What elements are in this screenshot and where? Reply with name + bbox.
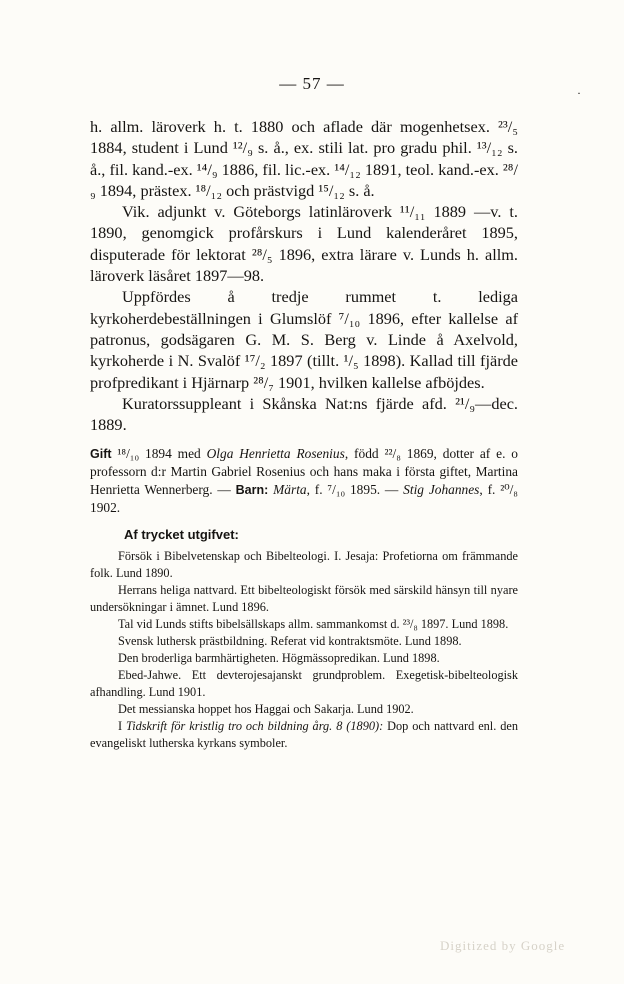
child2-name: Stig Johannes bbox=[403, 482, 480, 498]
paragraph-education: h. allm. läroverk h. t. 1880 och aflade där mogenhetsex. ²³/₅ 1884, student i Lund ¹²/₉ s. å., ex. stili lat. pro gradu phil. ¹³/₁₂ s. å., fil. kand.-ex. ¹⁴/₉ 1886, fil. lic.-ex. ¹⁴/₁₂ 1891, teol. kand.-ex. ²⁸/₉ 1894, prästex. ¹⁸/₁₂ och prästvigd ¹⁵/₁₂ s. å. bbox=[90, 117, 518, 200]
work-item-journal bbox=[90, 718, 518, 752]
child2-text: , f. ²⁰/₈ 1902. bbox=[90, 482, 518, 516]
works-heading: Af trycket utgifvet: bbox=[124, 527, 239, 543]
journal-prefix: I bbox=[118, 719, 127, 734]
work-item: Herrans heliga nattvard. Ett bibelteologiskt försök med särskild hänsyn till nyare undersökningar i ämnet. Lund 1896. bbox=[90, 583, 518, 615]
page-text bbox=[90, 116, 518, 752]
child1-name: Märta bbox=[273, 482, 307, 498]
barn-label: Barn: bbox=[235, 483, 269, 498]
paragraph-appointments: Uppfördes å tredje rummet t. lediga kyrkoherdebeställningen i Glumslöf ⁷/₁₀ 1896, efter kallelse af patronus, godsägaren G. M. S. Berg v. Linde å Axelvold, kyrkoherde i N. Svalöf ¹⁷/₂ 1897 (tillt. ¹/₅ 1898). Kallad till fjärde profpredikant i Hjärnarp ²⁸/₇ 1901, hvilken kallelse afböjdes. bbox=[90, 287, 518, 392]
work-item: Tal vid Lunds stifts bibelsällskaps allm. sammankomst d. ²³/₈ 1897. Lund 1898. bbox=[118, 617, 509, 632]
spouse-name: Olga Henrietta Rosenius bbox=[206, 446, 345, 462]
work-item: Svensk luthersk prästbildning. Referat vid kontraktsmöte. Lund 1898. bbox=[118, 634, 462, 649]
gift-label: Gift bbox=[90, 447, 112, 462]
work-item: Den broderliga barmhärtigheten. Högmässopredikan. Lund 1898. bbox=[118, 651, 440, 666]
journal-article: Dop och nattvard enl. den evangeliskt lutherska kyrkans symboler. bbox=[90, 719, 518, 751]
paragraph-curator: Kuratorssuppleant i Skånska Nat:ns fjärde afd. ²¹/₉—dec. 1889. bbox=[90, 393, 518, 435]
work-item: Ebed-Jahwe. Ett devterojesajanskt grundproblem. Exegetisk-bibelteologisk afhandling. Lund 1901. bbox=[90, 668, 518, 700]
journal-title: Tidskrift för kristlig tro och bildning årg. 8 (1890): bbox=[126, 719, 384, 734]
gift-text-2: , född ²²/₈ 1869, dotter af e. o professorn d:r Martin Gabriel Rosenius och hans maka i första giftet, Martina Henrietta Wennerberg. — bbox=[90, 446, 518, 498]
child1-text: , f. ⁷/₁₀ 1895. — bbox=[306, 482, 404, 498]
gift-text-1: ¹⁸/₁₀ 1894 med bbox=[111, 446, 207, 462]
digitization-watermark: Digitized by Google bbox=[440, 938, 566, 953]
corner-mark: · bbox=[577, 86, 581, 100]
work-item: Det messianska hoppet hos Haggai och Sakarja. Lund 1902. bbox=[118, 702, 414, 717]
paragraph-career: Vik. adjunkt v. Göteborgs latinläroverk ¹¹/₁₁ 1889 —v. t. 1890, genomgick profårskurs i Lund kalenderåret 1895, disputerade för lektorat ²⁸/₅ 1896, extra lärare v. Lunds h. allm. läroverk läsåret 1897—98. bbox=[90, 202, 518, 286]
work-item: Försök i Bibelvetenskap och Bibelteologi. I. Jesaja: Profetiorna om främmande folk. Lund 1890. bbox=[90, 549, 518, 581]
works-list bbox=[90, 548, 518, 752]
page-number: — 57 — bbox=[279, 74, 345, 93]
family-paragraph bbox=[90, 445, 518, 517]
